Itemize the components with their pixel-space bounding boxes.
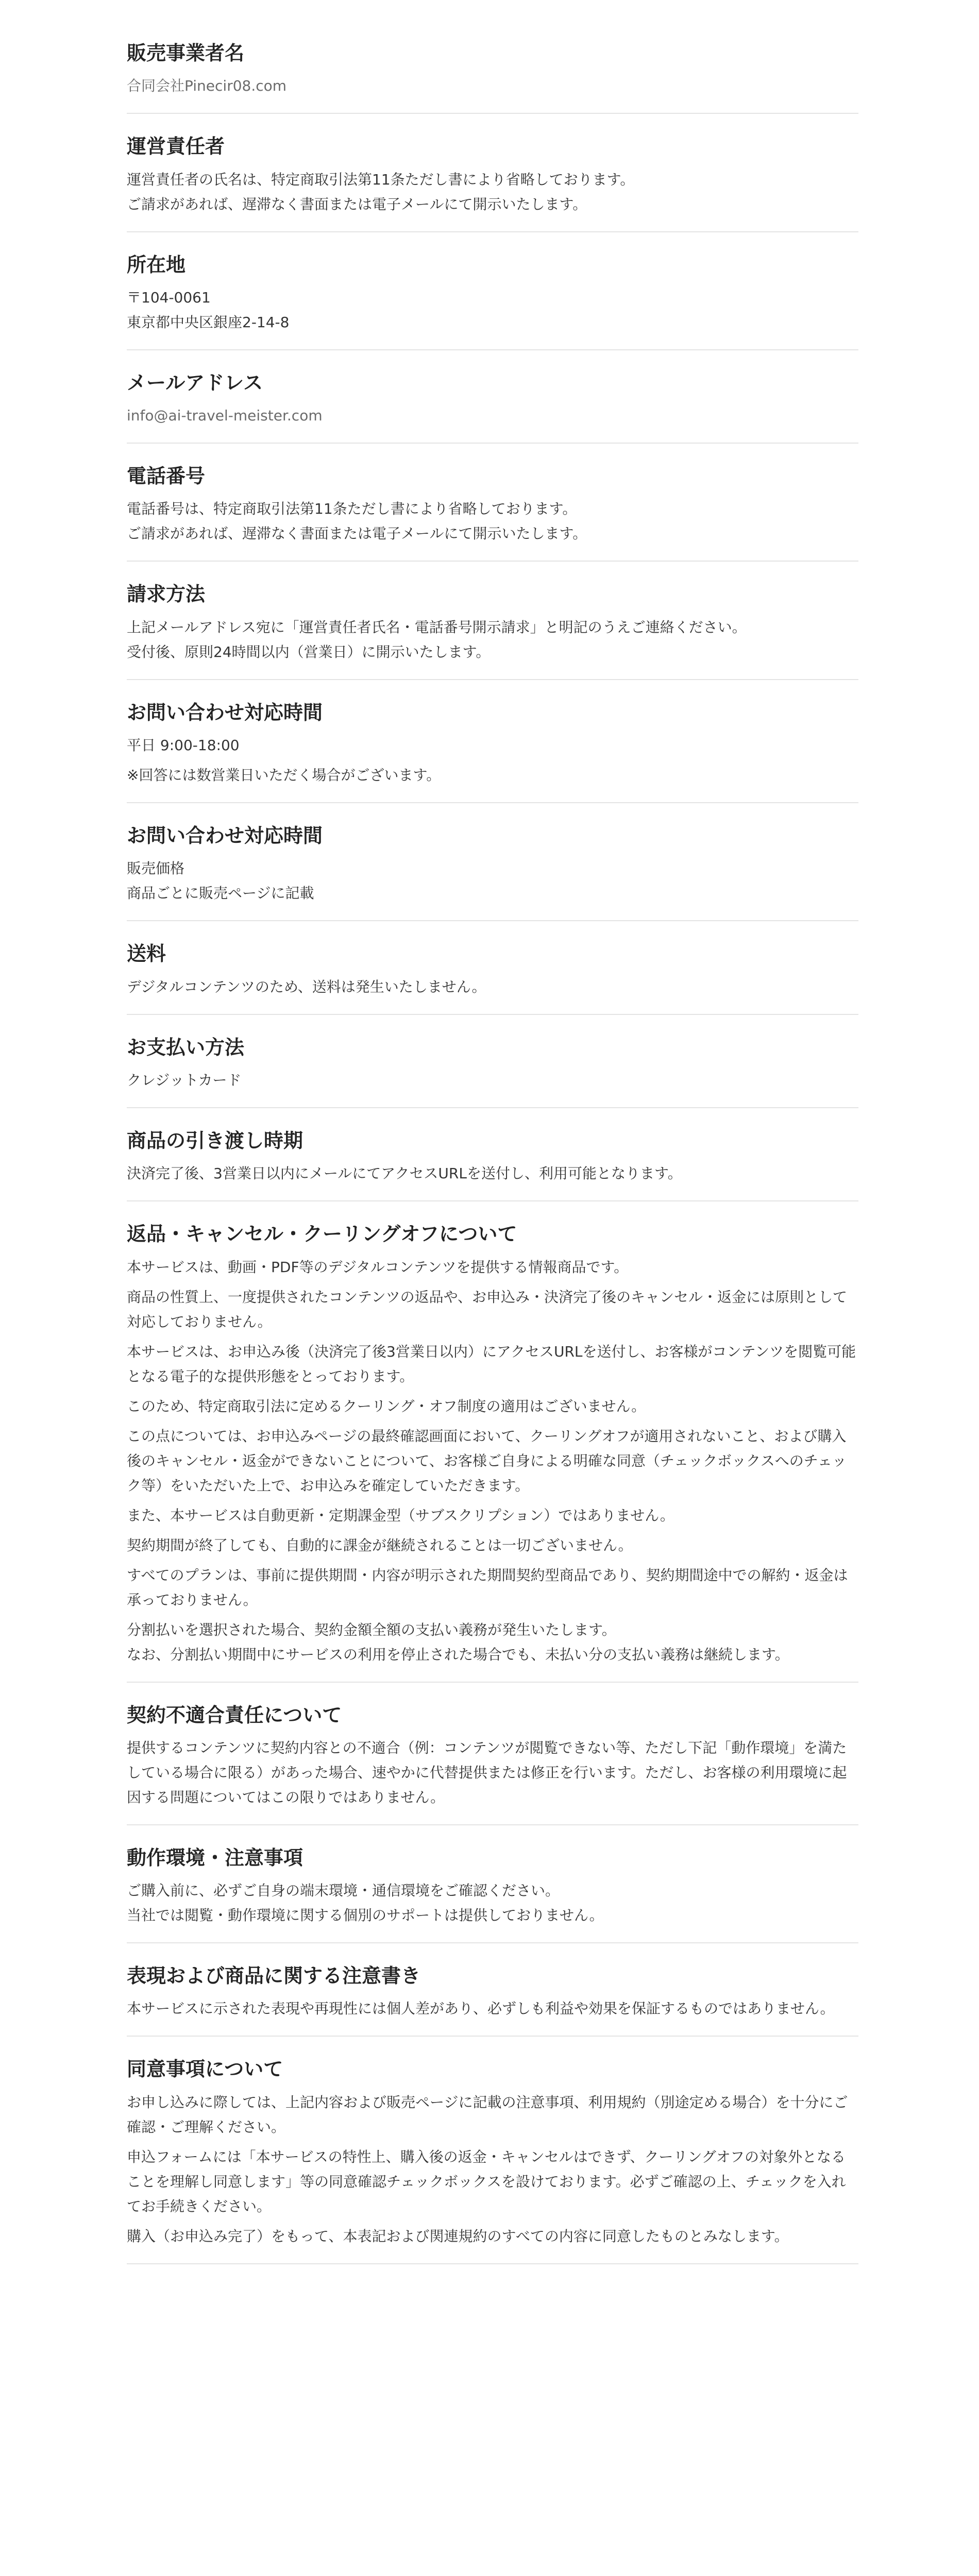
section-title: 表現および商品に関する注意書き [127,1964,421,1988]
section-paragraph: 契約期間が終了しても、自動的に課金が継続されることは一切ございません。 [127,1536,633,1554]
section-1 [127,40,858,114]
section-text-line: 決済完了後、3営業日以内にメールにてアクセスURLを送付し、利用可能となります。 [127,1165,682,1182]
section-16 [127,2056,858,2264]
section-2 [127,133,858,232]
section-text-line: 上記メールアドレス宛に「運営責任者氏名・電話番号開示請求」と明記のうえご連絡ください。 [127,618,747,636]
section-5 [127,463,858,562]
section-title: 返品・キャンセル・クーリングオフについて [127,1223,517,1246]
section-paragraph: 平日 9:00-18:00 [127,737,240,754]
section-paragraph: 分割払いを選択された場合、契約金額全額の支払い義務が発生いたします。 なお、分割払い期間中にサービスの利用を停止された場合でも、未払い分の支払い義務は継続します。 [127,1621,789,1663]
section-8 [127,823,858,921]
section-text-line: クレジットカード [127,1071,242,1089]
section-title: メールアドレス [127,371,263,394]
section-paragraph: 本サービスは、お申込み後（決済完了後3営業日以内）にアクセスURLを送付し、お客様がコンテンツを閲覧可能となる電子的な提供形態をとっております。 [127,1343,856,1385]
section-paragraph: すべてのプランは、事前に提供期間・内容が明示された期間契約型商品であり、契約期間途中での解約・返金は承っておりません。 [127,1566,848,1608]
section-14 [127,1845,858,1943]
section-title: 電話番号 [127,465,206,488]
section-title: 送料 [127,942,166,965]
section-15 [127,1963,858,2037]
section-title: お支払い方法 [127,1036,245,1059]
section-9 [127,941,858,1014]
section-10 [127,1035,858,1108]
section-4 [127,370,858,444]
section-7 [127,700,858,803]
section-3 [127,252,858,350]
section-title: 同意事項について [127,2058,283,2081]
section-text-line: ご購入前に、必ずご自身の端末環境・通信環境をご確認ください。 [127,1882,560,1900]
section-paragraph: このため、特定商取引法に定めるクーリング・オフ制度の適用はございません。 [127,1397,646,1415]
section-text-line: 電話番号は、特定商取引法第11条ただし書により省略しております。 [127,500,577,518]
section-text-line: 合同会社Pinecir08.com [127,77,287,95]
section-text-line: 〒104-0061 [127,289,211,306]
section-text-line: デジタルコンテンツのため、送料は発生いたしません。 [127,978,486,995]
section-13 [127,1702,858,1825]
section-title: 請求方法 [127,583,206,606]
section-text-line: 受付後、原則24時間以内（営業日）に開示いたします。 [127,643,491,660]
section-title: 所在地 [127,253,186,276]
section-paragraph: お申し込みに際しては、上記内容および販売ページに記載の注意事項、利用規約（別途定める場合）を十分にご確認・ご理解ください。 [127,2093,848,2136]
section-paragraph: この点については、お申込みページの最終確認画面において、クーリングオフが適用されないこと、および購入後のキャンセル・返金ができないことについて、お客様ご自身による明確な同意（チェックボックスへのチェック等）をいただいた上で、お申込みを確定していただきます。 [127,1427,847,1494]
section-text-line: info@ai-travel-meister.com [127,407,323,425]
section-title: 運営責任者 [127,135,225,158]
section-text-line: 商品ごとに販売ページに記載 [127,885,314,902]
section-paragraph: ※回答には数営業日いただく場合がございます。 [127,767,441,784]
section-text-line: ご請求があれば、遅滞なく書面または電子メールにて開示いたします。 [127,525,587,543]
section-title: お問い合わせ対応時間 [127,824,323,848]
section-12 [127,1221,858,1682]
section-paragraph: 申込フォームには「本サービスの特性上、購入後の返金・キャンセルはできず、クーリングオフの対象外となることを理解し同意します」等の同意確認チェックボックスを設けております。必ずご確認の上、チェックを入れてお手続きください。 [127,2148,846,2215]
legal-notice-document [127,0,858,2264]
section-text-line: ご請求があれば、遅滞なく書面または電子メールにて開示いたします。 [127,195,587,213]
section-text-line: 本サービスに示された表現や再現性には個人差があり、必ずしも利益や効果を保証するものではありません。 [127,2000,835,2018]
section-text-line: 当社では閲覧・動作環境に関する個別のサポートは提供しておりません。 [127,1907,604,1924]
section-title: 販売事業者名 [127,42,245,64]
section-paragraph: また、本サービスは自動更新・定期課金型（サブスクリプション）ではありません。 [127,1506,674,1524]
section-title: お問い合わせ対応時間 [127,701,323,724]
section-title: 契約不適合責任について [127,1703,342,1726]
section-11 [127,1128,858,1201]
section-text-line: 運営責任者の氏名は、特定商取引法第11条ただし書により省略しております。 [127,171,635,188]
section-text-line: 提供するコンテンツに契約内容との不適合（例：コンテンツが閲覧できない等、ただし下記「動作環境」を満たしている場合に限る）があった場合、速やかに代替提供または修正を行います。ただし、お客様の利用環境に起因する問題についてはこの限りではありません。 [127,1739,847,1806]
section-paragraph: 本サービスは、動画・PDF等のデジタルコンテンツを提供する情報商品です。 [127,1258,629,1276]
section-paragraph: 購入（お申込み完了）をもって、本表記および関連規約のすべての内容に同意したものとみなします。 [127,2227,789,2245]
section-title: 商品の引き渡し時期 [127,1129,303,1152]
section-title: 動作環境・注意事項 [127,1846,303,1869]
section-text-line: 東京都中央区銀座2-14-8 [127,313,290,331]
section-6 [127,581,858,680]
section-paragraph: 商品の性質上、一度提供されたコンテンツの返品や、お申込み・決済完了後のキャンセル・返金には原則として対応しておりません。 [127,1288,848,1330]
section-text-line: 販売価格 [127,860,185,877]
